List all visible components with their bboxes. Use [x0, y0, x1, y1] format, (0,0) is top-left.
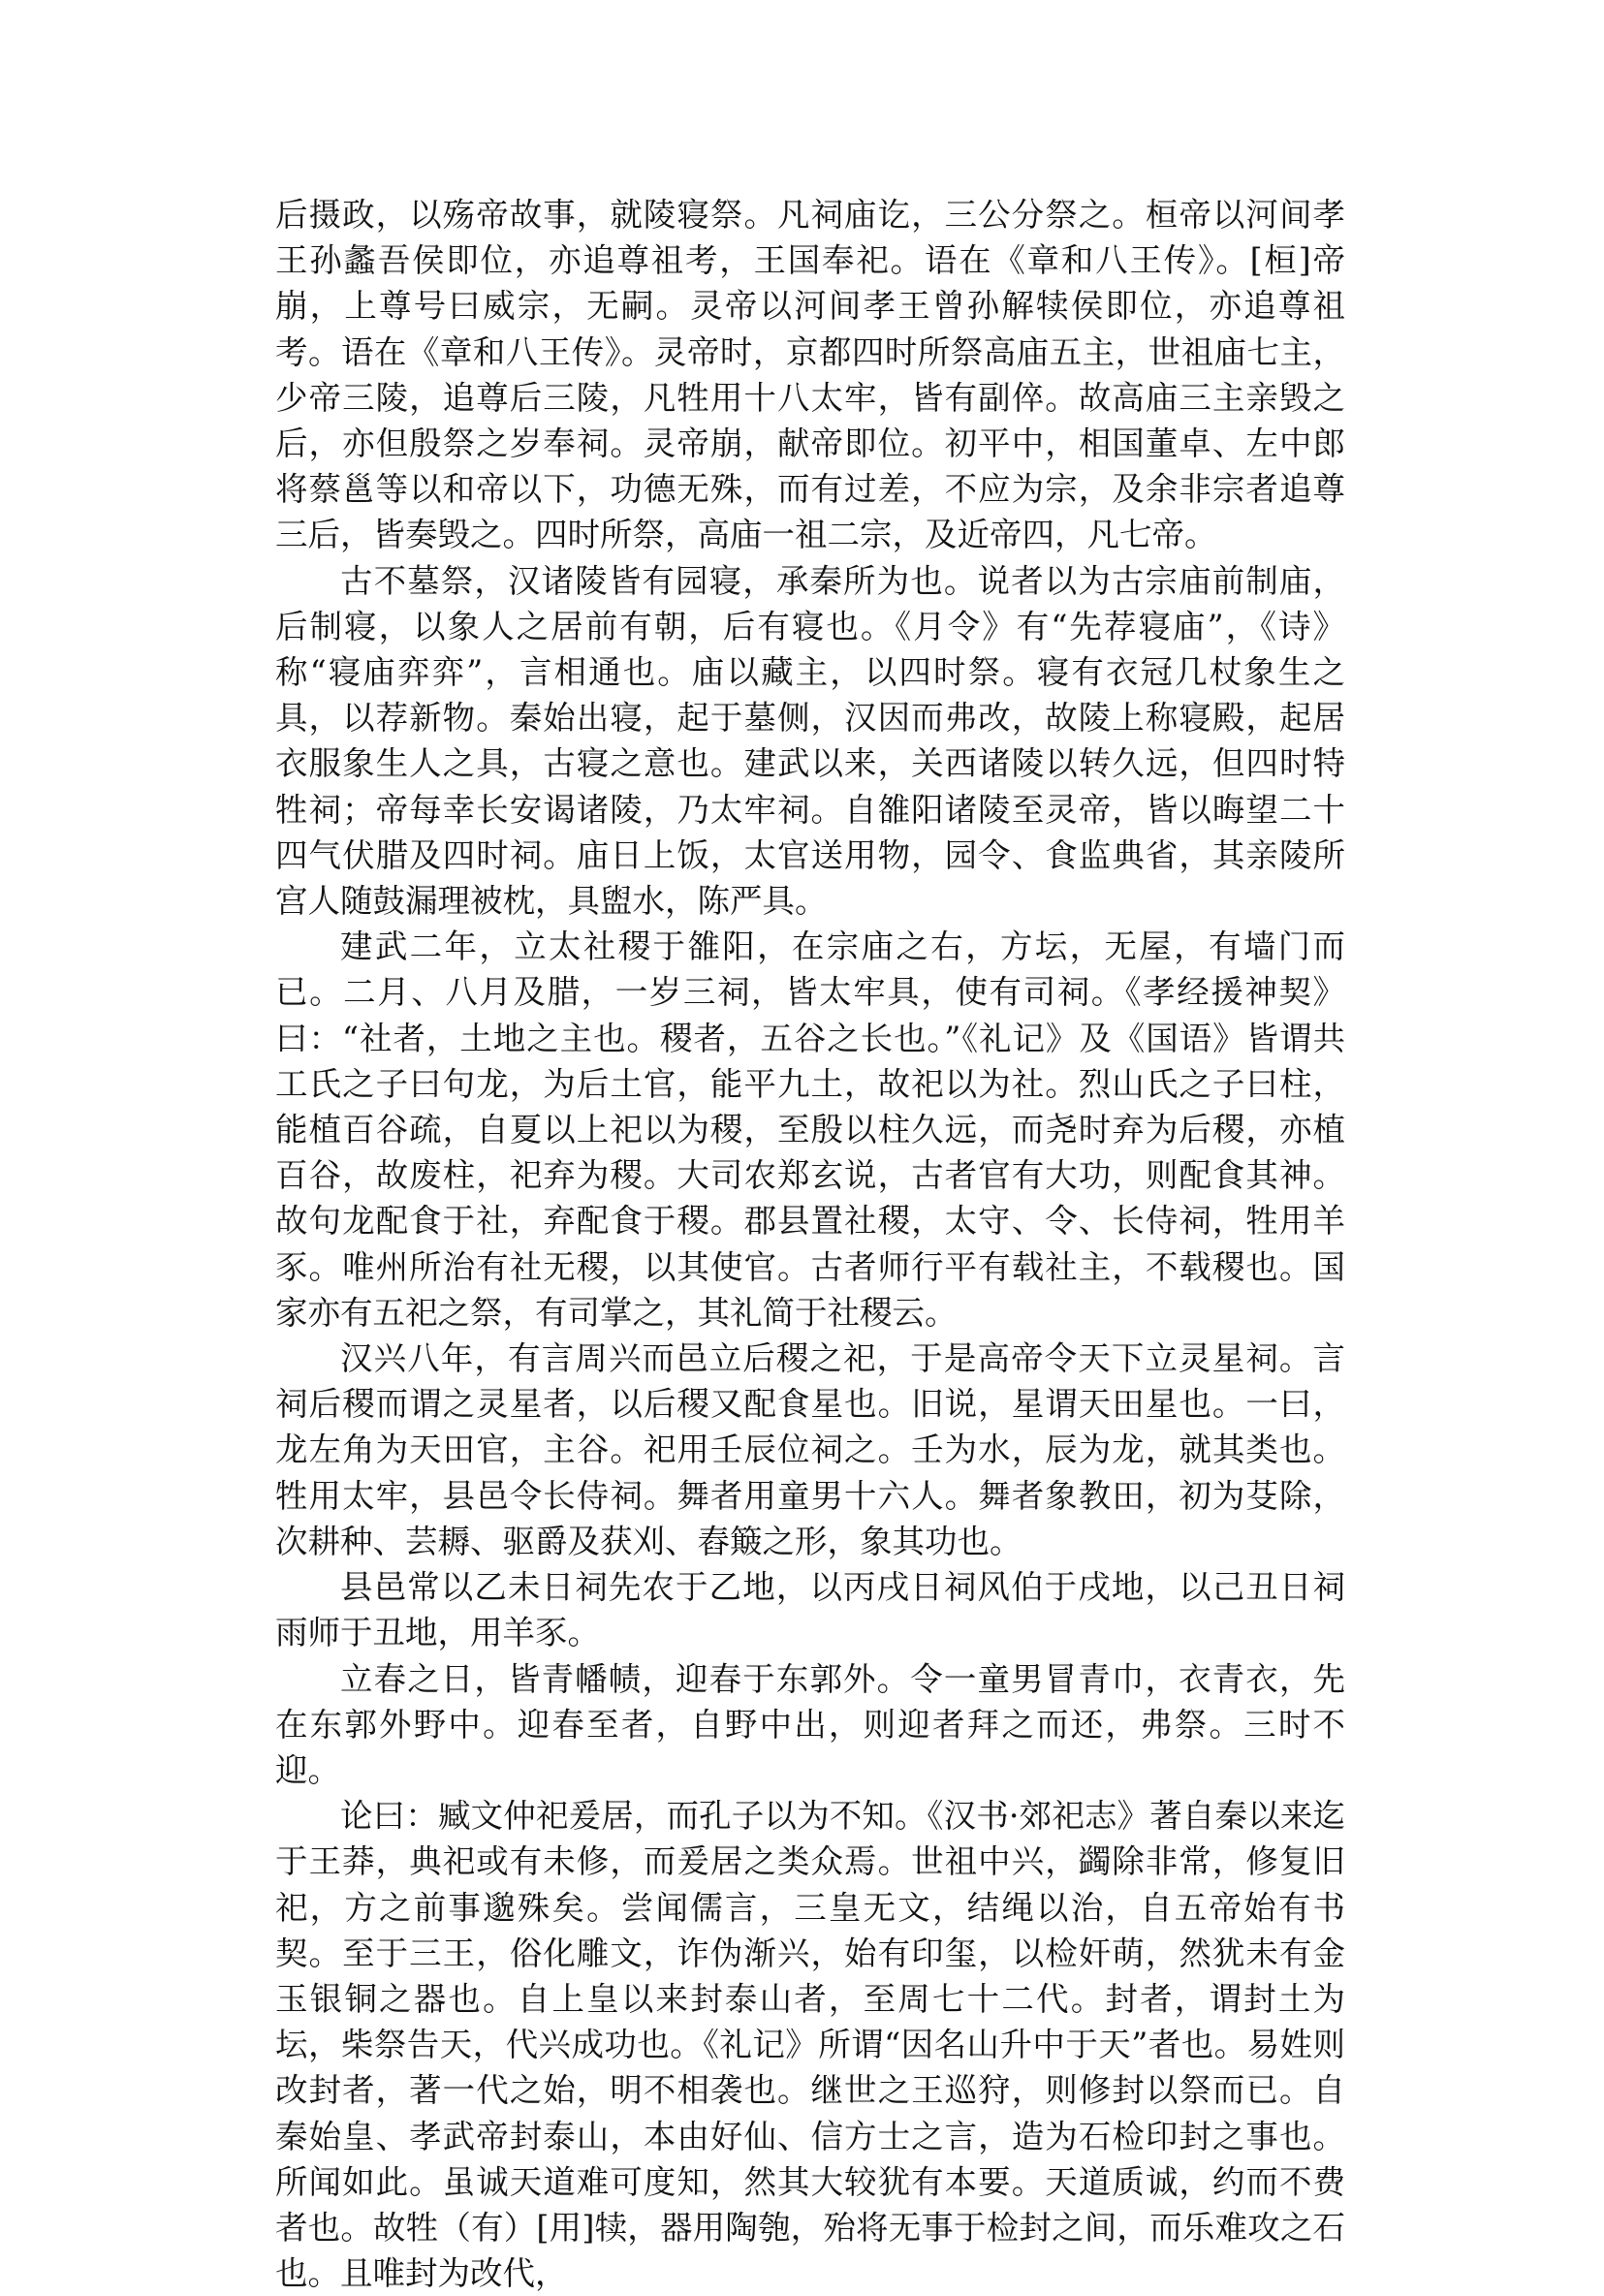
paragraph-7: 论曰：臧文仲祀爰居，而孔子以为不知。《汉书·郊祀志》著自秦以来迄于王莽，典祀或有未修，而爰居之类众焉。世祖中兴，蠲除非常，修复旧祀，方之前事邈殊矣。尝闻儒言，三皇无文，结绳以治，自五帝始有书契。至于三王，俗化雕文，诈伪渐兴，始有印玺，以检奸萌，然犹未有金玉银铜之器也。自上皇以来封泰山者，至周七十二代。封者，谓封土为坛，柴祭告天，代兴成功也。《礼记》所谓“因名山升中于天”者也。易姓则改封者，著一代之始，明不相袭也。继世之王巡狩，则修封以祭而已。自秦始皇、孝武帝封泰山，本由好仙、信方士之言，造为石检印封之事也。所闻如此。虽诚天道难可度知，然其大较犹有本要。天道质诚，约而不费者也。故牲（有）[用]犊，器用陶匏，殆将无事于检封之间，而乐难攻之石也。且唯封为改代， — [275, 1797, 1345, 2293]
paragraph-4: 汉兴八年，有言周兴而邑立后稷之祀，于是高帝令天下立灵星祠。言祠后稷而谓之灵星者，以后稷又配食星也。旧说，星谓天田星也。一曰，龙左角为天田官，主谷。祀用壬辰位祠之。壬为水，辰为龙，就其类也。牲用太牢，县邑令长侍祠。舞者用童男十六人。舞者象教田，初为芟除，次耕种、芸耨、驱爵及获刈、舂簸之形，象其功也。 — [275, 1339, 1345, 1560]
paragraph-1: 后摄政，以殇帝故事，就陵寝祭。凡祠庙讫，三公分祭之。桓帝以河间孝王孙蠡吾侯即位，亦追尊祖考，王国奉祀。语在《章和八王传》。[桓]帝崩，上尊号曰威宗，无嗣。灵帝以河间孝王曾孙解犊侯即位，亦追尊祖考。语在《章和八王传》。灵帝时，京都四时所祭高庙五主，世祖庙七主，少帝三陵，追尊后三陵，凡牲用十八太牢，皆有副倅。故高庙三主亲毁之后，亦但殷祭之岁奉祠。灵帝崩，献帝即位。初平中，相国董卓、左中郎将蔡邕等以和帝以下，功德无殊，而有过差，不应为宗，及余非宗者追尊三后，皆奏毁之。四时所祭，高庙一祖二宗，及近帝四，凡七帝。 — [275, 196, 1345, 554]
paragraph-2: 古不墓祭，汉诸陵皆有园寝，承秦所为也。说者以为古宗庙前制庙，后制寝，以象人之居前有朝，后有寝也。《月令》有“先荐寝庙”，《诗》称“寝庙弈弈”，言相通也。庙以藏主，以四时祭。寝有衣冠几杖象生之具，以荐新物。秦始出寝，起于墓侧，汉因而弗改，故陵上称寝殿，起居衣服象生人之具，古寝之意也。建武以来，关西诸陵以转久远，但四时特牲祠；帝每幸长安谒诸陵，乃太牢祠。自雒阳诸陵至灵帝，皆以晦望二十四气伏腊及四时祠。庙日上饭，太官送用物，园令、食监典省，其亲陵所宫人随鼓漏理被枕，具盥水，陈严具。 — [275, 561, 1345, 921]
paragraph-5: 县邑常以乙未日祠先农于乙地，以丙戌日祠风伯于戌地，以己丑日祠雨师于丑地，用羊豕。 — [275, 1568, 1345, 1652]
paragraph-6: 立春之日，皆青幡帻，迎春于东郭外。令一童男冒青巾，衣青衣，先在东郭外野中。迎春至者，自野中出，则迎者拜之而还，弗祭。三时不迎。 — [275, 1659, 1345, 1789]
document-page — [275, 192, 1345, 2296]
paragraph-3: 建武二年，立太社稷于雒阳，在宗庙之右，方坛，无屋，有墙门而已。二月、八月及腊，一岁三祠，皆太牢具，使有司祠。《孝经援神契》曰：“社者，土地之主也。稷者，五谷之长也。”《礼记》及《国语》皆谓共工氏之子曰句龙，为后土官，能平九土，故祀以为社。烈山氏之子曰柱，能植百谷疏，自夏以上祀以为稷，至殷以柱久远，而尧时弃为后稷，亦植百谷，故废柱，祀弃为稷。大司农郑玄说，古者官有大功，则配食其神。故句龙配食于社，弃配食于稷。郡县置社稷，太守、令、长侍祠，牲用羊豕。唯州所治有社无稷，以其使官。古者师行平有载社主，不载稷也。国家亦有五祀之祭，有司掌之，其礼简于社稷云。 — [275, 928, 1345, 1332]
